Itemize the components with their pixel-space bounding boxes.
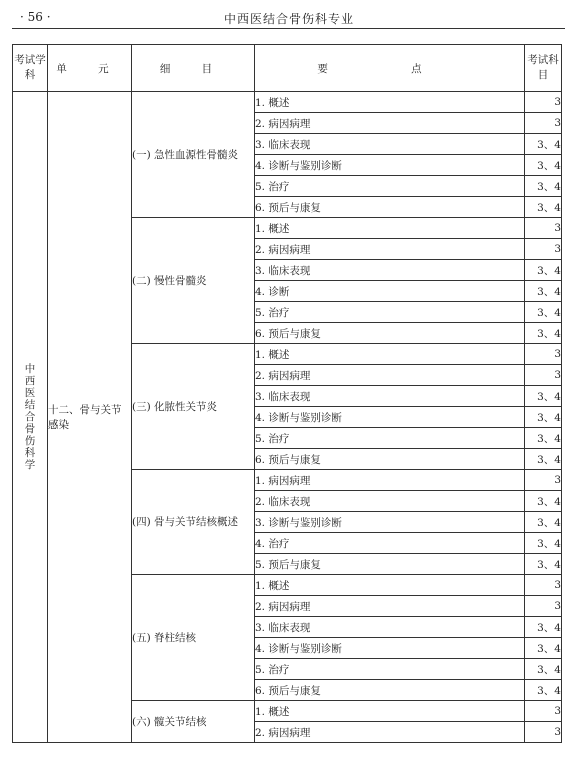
- level-cell: 3、4: [525, 197, 562, 218]
- detail-cell: (二) 慢性骨髓炎: [132, 218, 255, 344]
- point-cell: 2. 病因病理: [255, 722, 525, 743]
- level-cell: 3、4: [525, 323, 562, 344]
- point-cell: 3. 临床表现: [255, 386, 525, 407]
- point-cell: 5. 预后与康复: [255, 554, 525, 575]
- table-body: [13, 92, 562, 743]
- level-cell: 3: [525, 470, 562, 491]
- point-cell: 4. 治疗: [255, 533, 525, 554]
- subject-label: 中西医结合骨伤科学: [24, 363, 36, 471]
- point-cell: 6. 预后与康复: [255, 680, 525, 701]
- level-cell: 3、4: [525, 659, 562, 680]
- point-cell: 5. 治疗: [255, 302, 525, 323]
- level-cell: 3: [525, 575, 562, 596]
- level-cell: 3、4: [525, 134, 562, 155]
- point-cell: 3. 临床表现: [255, 617, 525, 638]
- point-cell: 5. 治疗: [255, 428, 525, 449]
- point-cell: 4. 诊断与鉴别诊断: [255, 407, 525, 428]
- point-cell: 6. 预后与康复: [255, 449, 525, 470]
- point-cell: 2. 病因病理: [255, 239, 525, 260]
- point-cell: 2. 病因病理: [255, 113, 525, 134]
- point-cell: 1. 病因病理: [255, 470, 525, 491]
- level-cell: 3、4: [525, 512, 562, 533]
- header-rule: [12, 28, 565, 29]
- detail-cell: (四) 骨与关节结核概述: [132, 470, 255, 575]
- level-cell: 3、4: [525, 260, 562, 281]
- level-cell: 3、4: [525, 680, 562, 701]
- level-cell: 3: [525, 92, 562, 113]
- point-cell: 1. 概述: [255, 575, 525, 596]
- detail-cell: (三) 化脓性关节炎: [132, 344, 255, 470]
- level-cell: 3、4: [525, 281, 562, 302]
- header-detail: 细 目: [132, 45, 255, 92]
- header-point: 要 点: [255, 45, 525, 92]
- level-cell: 3、4: [525, 428, 562, 449]
- unit-cell: 十二、骨与关节感染: [48, 92, 132, 743]
- point-cell: 2. 临床表现: [255, 491, 525, 512]
- point-cell: 2. 病因病理: [255, 365, 525, 386]
- table-header-row: [13, 45, 562, 92]
- level-cell: 3、4: [525, 449, 562, 470]
- point-cell: 4. 诊断与鉴别诊断: [255, 155, 525, 176]
- level-cell: 3: [525, 344, 562, 365]
- point-cell: 3. 临床表现: [255, 260, 525, 281]
- level-cell: 3: [525, 218, 562, 239]
- level-cell: 3、4: [525, 386, 562, 407]
- point-cell: 1. 概述: [255, 218, 525, 239]
- level-cell: 3、4: [525, 617, 562, 638]
- level-cell: 3: [525, 596, 562, 617]
- level-cell: 3、4: [525, 407, 562, 428]
- level-cell: 3、4: [525, 302, 562, 323]
- point-cell: 3. 临床表现: [255, 134, 525, 155]
- detail-cell: (五) 脊柱结核: [132, 575, 255, 701]
- point-cell: 1. 概述: [255, 344, 525, 365]
- header-unit: 单 元: [48, 45, 132, 92]
- level-cell: 3: [525, 701, 562, 722]
- subject-cell: [13, 92, 48, 743]
- point-cell: 6. 预后与康复: [255, 323, 525, 344]
- page-number: · 56 ·: [20, 10, 51, 24]
- point-cell: 3. 诊断与鉴别诊断: [255, 512, 525, 533]
- header-level: 考试科目: [525, 45, 562, 92]
- point-cell: 5. 治疗: [255, 176, 525, 197]
- level-cell: 3: [525, 365, 562, 386]
- table-row: [13, 92, 562, 113]
- level-cell: 3: [525, 722, 562, 743]
- level-cell: 3: [525, 113, 562, 134]
- page-header: [20, 10, 558, 26]
- point-cell: 4. 诊断与鉴别诊断: [255, 638, 525, 659]
- point-cell: 1. 概述: [255, 92, 525, 113]
- level-cell: 3、4: [525, 533, 562, 554]
- point-cell: 6. 预后与康复: [255, 197, 525, 218]
- level-cell: 3: [525, 239, 562, 260]
- level-cell: 3、4: [525, 176, 562, 197]
- detail-cell: (一) 急性血源性骨髓炎: [132, 92, 255, 218]
- page-title: 中西医结合骨伤科专业: [223, 12, 354, 26]
- syllabus-table: [12, 44, 562, 743]
- level-cell: 3、4: [525, 155, 562, 176]
- point-cell: 2. 病因病理: [255, 596, 525, 617]
- point-cell: 5. 治疗: [255, 659, 525, 680]
- detail-cell: (六) 髋关节结核: [132, 701, 255, 743]
- level-cell: 3、4: [525, 554, 562, 575]
- point-cell: 1. 概述: [255, 701, 525, 722]
- point-cell: 4. 诊断: [255, 281, 525, 302]
- level-cell: 3、4: [525, 638, 562, 659]
- level-cell: 3、4: [525, 491, 562, 512]
- header-subject: 考试学科: [13, 45, 48, 92]
